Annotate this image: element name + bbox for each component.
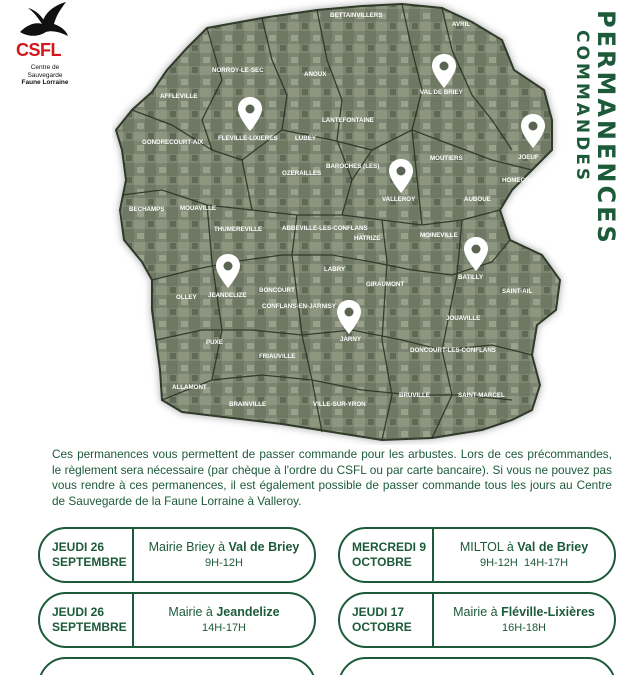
- town-label: JEANDELIZE: [208, 292, 247, 299]
- town-label: ABBEVILLE-LES-CONFLANS: [282, 225, 368, 232]
- schedule-card-partial: [38, 657, 316, 675]
- town-label: ANOUX: [304, 71, 327, 78]
- town-label: AVRIL: [452, 21, 471, 28]
- town-label: BETTAINVILLERS: [330, 12, 383, 19]
- schedule-date: [40, 527, 134, 583]
- schedule-month: OCTOBRE: [352, 555, 412, 569]
- town-label: NORROY-LE-SEC: [212, 67, 264, 74]
- title-line2: COMMANDES: [572, 30, 592, 184]
- bird-icon: [18, 2, 70, 40]
- schedule-info: [134, 604, 314, 636]
- town-label: VAL DE BRIEY: [420, 89, 463, 96]
- schedule-date: [340, 527, 434, 583]
- schedule-place: Val de Briey: [517, 540, 589, 554]
- town-label: JOUAVILLE: [446, 315, 481, 322]
- schedule-month: SEPTEMBRE: [52, 620, 127, 634]
- schedule-card: [38, 527, 316, 583]
- schedule-date: [40, 592, 134, 648]
- town-label: SAINT-MARCEL: [458, 392, 505, 399]
- town-label: THUMEREVILLE: [214, 226, 263, 233]
- schedule-place: Val de Briey: [228, 540, 300, 554]
- schedule-venue: MILTOL à: [459, 540, 518, 554]
- town-label: GONDRECOURT-AIX: [142, 139, 204, 146]
- schedule-date: [340, 592, 434, 648]
- town-label: GIRAUMONT: [366, 281, 405, 288]
- town-label: HOMECOURT: [502, 177, 543, 184]
- schedule-card: [38, 592, 316, 648]
- schedule-venue: Mairie à: [453, 605, 502, 619]
- schedule-month: SEPTEMBRE: [52, 555, 127, 569]
- town-label: BONCOURT: [259, 287, 295, 294]
- schedule-venue: Mairie Briey à: [148, 540, 229, 554]
- area-map: [112, 0, 582, 445]
- town-label: BATILLY: [458, 274, 484, 281]
- schedule-hours: 14H-17H: [201, 622, 247, 634]
- schedule-info: [134, 539, 314, 571]
- town-label: JOEUF: [518, 154, 539, 161]
- schedule-card-partial: [338, 657, 616, 675]
- town-label: VILLE-SUR-YRON: [313, 401, 366, 408]
- logo-name: CSFL: [16, 40, 61, 60]
- title-line1: PERMANENCES: [592, 10, 620, 246]
- vertical-title: [572, 10, 632, 246]
- schedule-hours: 9H-12H 14H-17H: [479, 557, 569, 569]
- csfl-logo: [14, 2, 72, 84]
- town-label: VALLEROY: [382, 196, 416, 203]
- town-label: PUXE: [206, 339, 223, 346]
- schedule-card: [338, 592, 616, 648]
- town-label: FRIAUVILLE: [259, 353, 296, 360]
- town-label: BRUVILLE: [399, 392, 430, 399]
- town-label: LANTEFONTAINE: [322, 117, 374, 124]
- town-label: MOINEVILLE: [420, 232, 458, 239]
- town-label: MOUTIERS: [430, 155, 463, 162]
- logo-subtitle-line2: Faune Lorraine: [21, 79, 69, 86]
- schedule-hours: 9H-12H: [205, 557, 243, 569]
- schedule-day: JEUDI 26: [52, 605, 105, 619]
- logo-subtitle: [15, 64, 75, 87]
- town-label: BAROCHES (LES): [326, 163, 380, 170]
- map-area-shape: [116, 4, 560, 440]
- schedule-venue: Mairie à: [168, 605, 217, 619]
- town-label: SAINT-AIL: [502, 288, 533, 295]
- town-label: AUBOUE: [464, 196, 491, 203]
- schedule-hours: 16H-18H: [501, 622, 547, 634]
- town-label: OZERAILLES: [282, 170, 322, 177]
- town-label: HATRIZE: [354, 235, 381, 242]
- town-label: CONFLANS-EN-JARNISY: [262, 303, 336, 310]
- schedule-card: [338, 527, 616, 583]
- town-label: JARNY: [340, 336, 361, 343]
- intro-paragraph: Ces permanences vous permettent de passer commande pour les arbustes. Lors de ces précommandes, le règlement sera nécessaire (par chèque à l'ordre du CSFL ou par carte bancaire). Si vous ne pouvez pas vous rendre à ces permanences, il est également possible de passer commande tous les jours au Centre de Sauvegarde de la Faune Lorraine à Valleroy.: [52, 447, 612, 508]
- schedule-info: [434, 604, 614, 636]
- schedule-day: JEUDI 26: [52, 540, 105, 554]
- schedule-day: JEUDI 17: [352, 605, 405, 619]
- schedule-place: Fléville-Lixières: [501, 605, 595, 619]
- town-label: MOUAVILLE: [180, 205, 216, 212]
- town-label: FLEVILLE-LIXIERES: [218, 135, 278, 142]
- schedule-place: Jeandelize: [216, 605, 280, 619]
- logo-subtitle-line1: Centre de Sauvegarde: [27, 64, 63, 79]
- town-label: OLLEY: [176, 294, 197, 301]
- town-label: LABRY: [324, 266, 346, 273]
- town-label: BECHAMPS: [129, 206, 165, 213]
- town-label: DONCOURT-LES-CONFLANS: [410, 347, 496, 354]
- town-label: ALLAMONT: [172, 384, 207, 391]
- town-label: AFFLEVILLE: [160, 93, 198, 100]
- town-label: LUBEY: [295, 135, 316, 142]
- schedule-info: [434, 539, 614, 571]
- schedule-month: OCTOBRE: [352, 620, 412, 634]
- town-label: BRAINVILLE: [229, 401, 267, 408]
- schedule-day: MERCREDI 9: [352, 540, 427, 554]
